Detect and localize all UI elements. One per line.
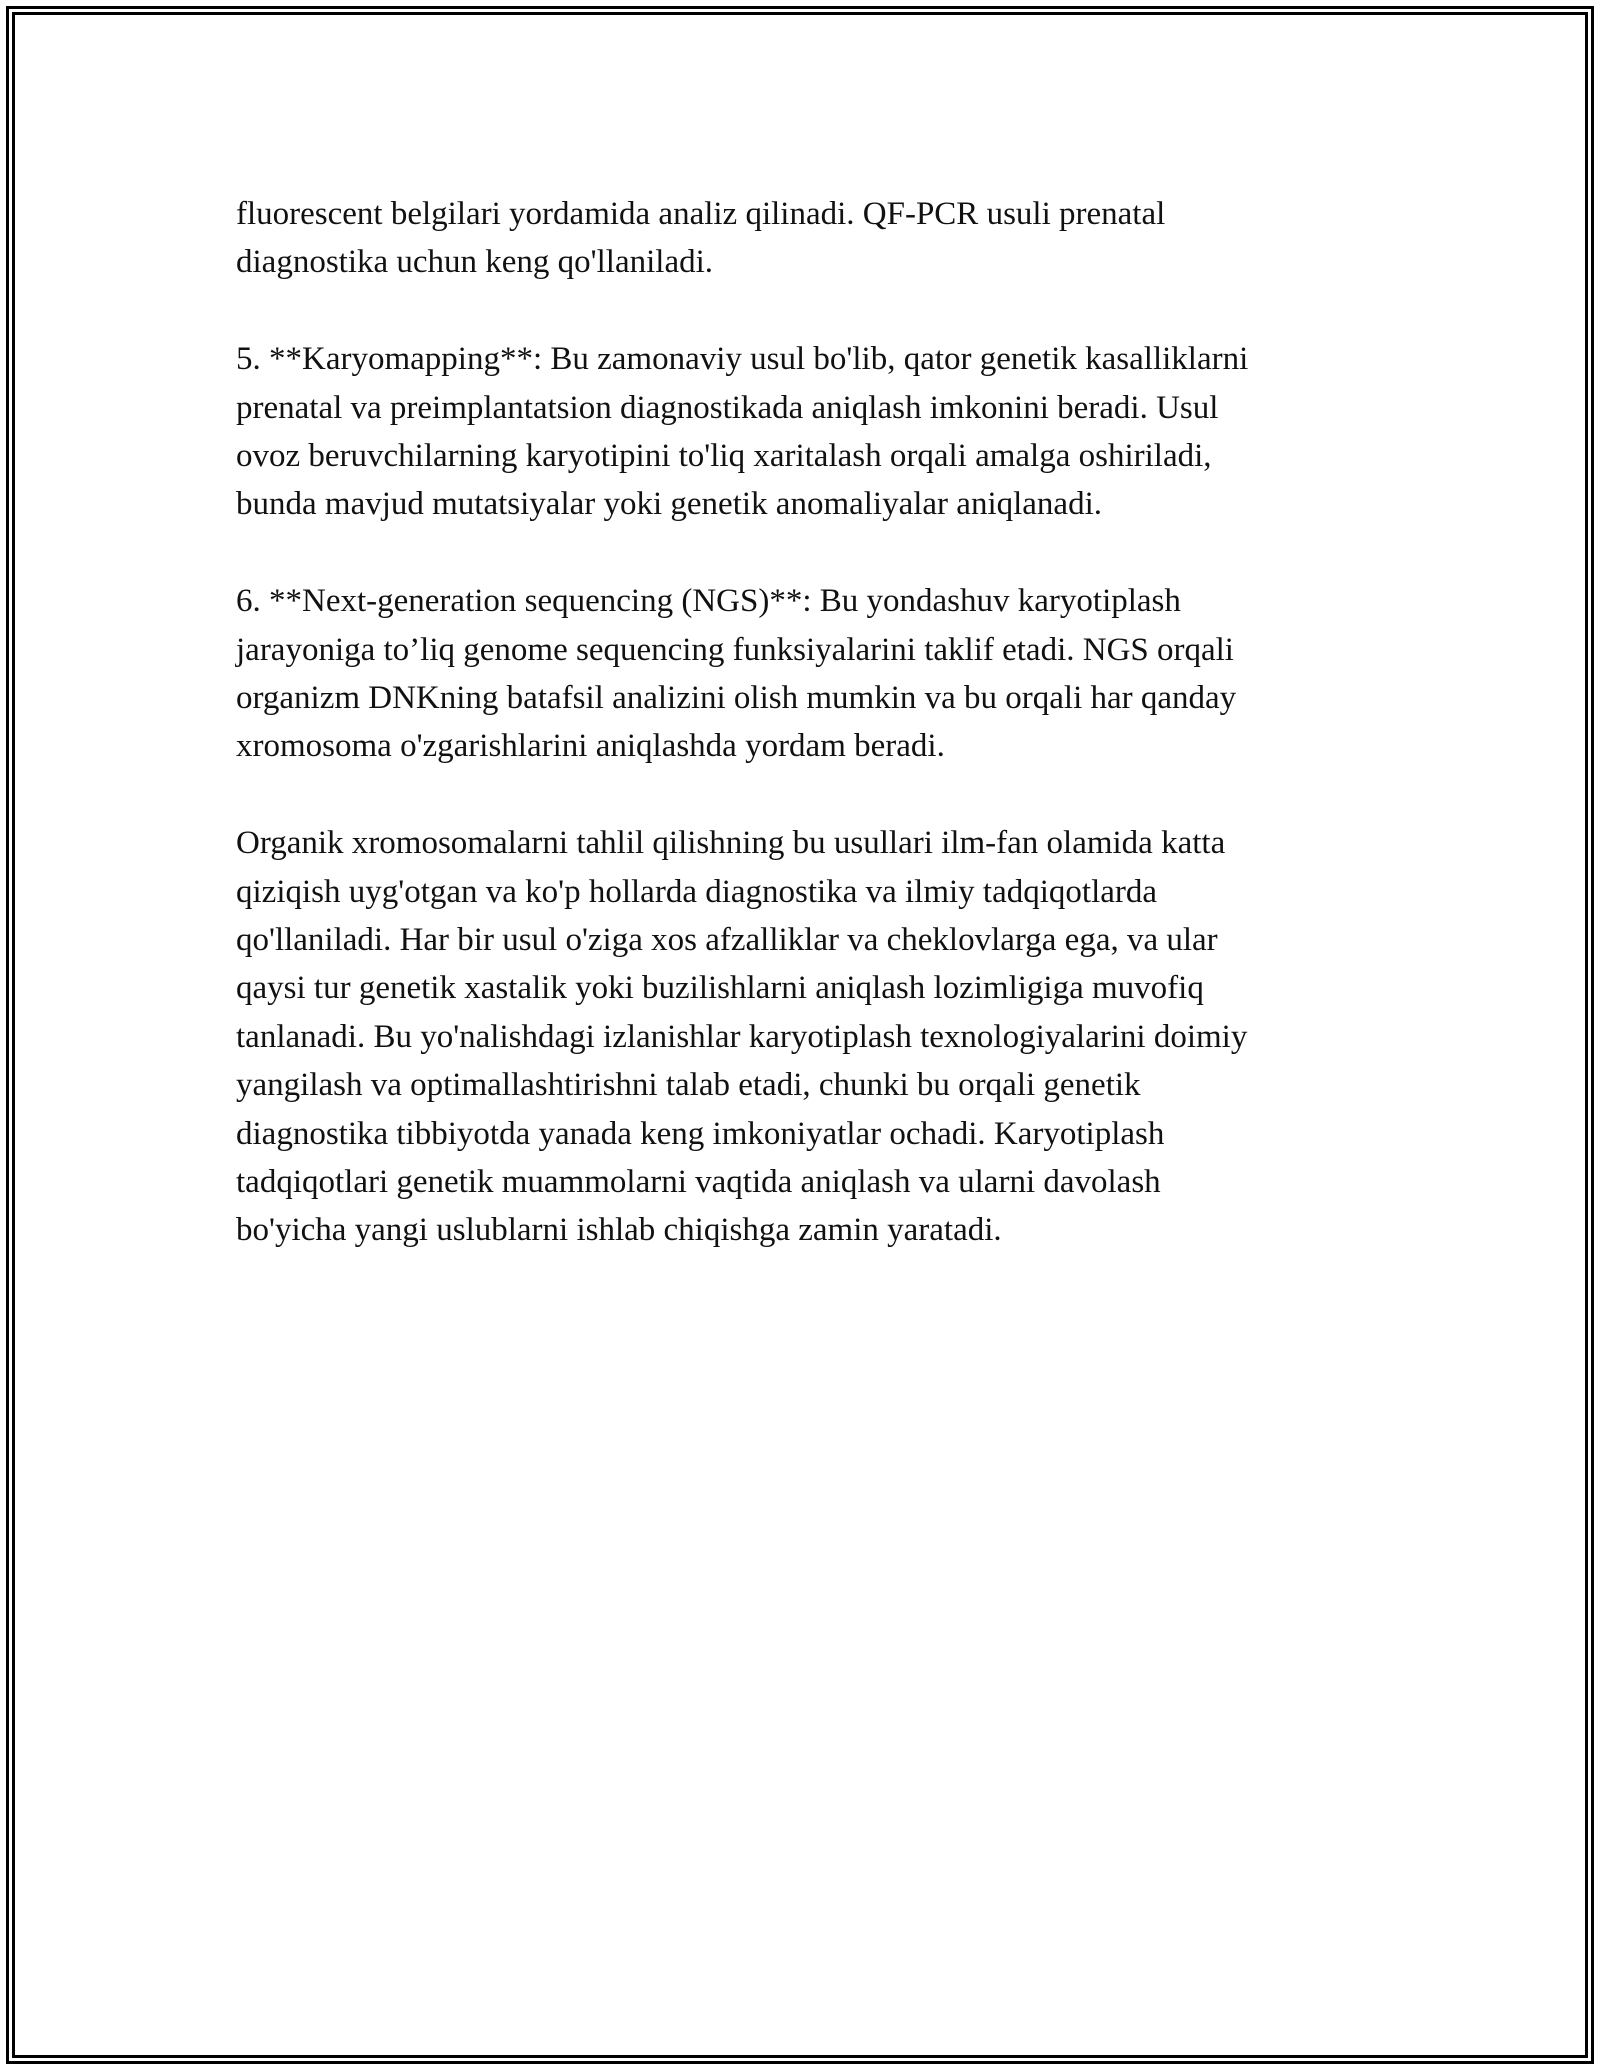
document-body (236, 190, 1371, 1303)
paragraph-conclusion: Organik xromosomalarni tahlil qilishning bu usullari ilm-fan olamida katta qiziqish uyg'otgan va ko'p hollarda diagnostika va ilmiy tadqiqotlarda qo'llaniladi. Har bir usul o'ziga xos afzalliklar va cheklovlarga ega, va ular qaysi tur genetik xastalik yoki buzilishlarni aniqlash lozimligiga muvofiq tanlanadi. Bu yo'nalishdagi izlanishlar karyotiplash texnologiyalarini doimiy yangilash va optimallashtirishni talab etadi, chunki bu orqali genetik diagnostika tibbiyotda yanada keng imkoniyatlar ochadi. Karyotiplash tadqiqotlari genetik muammolarni vaqtida aniqlash va ularni davolash bo'yicha yangi uslublarni ishlab chiqishga zamin yaratadi. (236, 825, 1248, 1249)
paragraph-ngs: 6. **Next-generation sequencing (NGS)**: Bu yondashuv karyotiplash jarayoniga to’liq genome sequencing funksiyalarini taklif etadi. NGS orqali organizm DNKning batafsil analizini olish mumkin va bu orqali har qanday xromosoma o'zgarishlarini aniqlashda yordam beradi. (236, 583, 1237, 765)
paragraph-karyomapping: 5. **Karyomapping**: Bu zamonaviy usul bo'lib, qator genetik kasalliklarni prenatal va preimplantatsion diagnostikada aniqlash imkonini beradi. Usul ovoz beruvchilarning karyotipini to'liq xaritalash orqali amalga oshiriladi, bunda mavjud mutatsiyalar yoki genetik anomaliyalar aniqlanadi. (236, 341, 1249, 523)
paragraph-qf-pcr-continuation: fluorescent belgilari yordamida analiz qilinadi. QF-PCR usuli prenatal diagnostika uchun keng qo'llaniladi. (236, 196, 1166, 281)
